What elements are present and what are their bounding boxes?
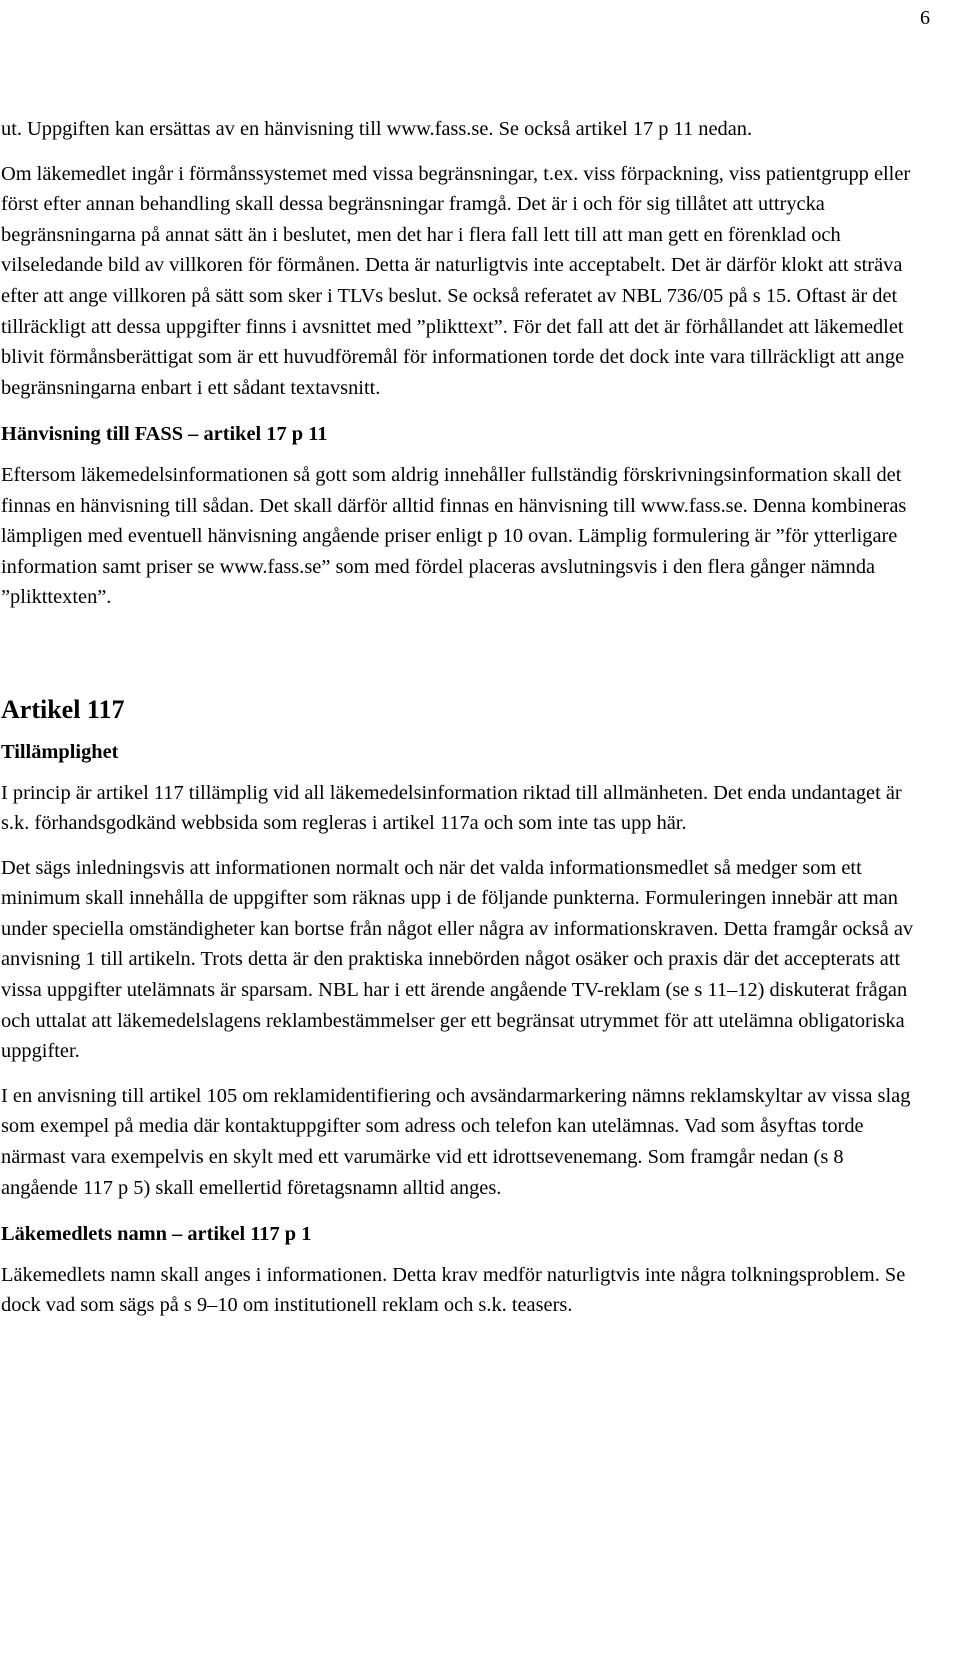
paragraph-fass-reference: Eftersom läkemedelsinformationen så gott som aldrig innehåller fullständig förskrivningsinformation skall det finnas en hänvisning till sådan. Det skall därför alltid finnas en hänvisning till www.fass.se. Denna kombineras lämpligen med eventuell hänvisning angående priser enligt p 10 ovan. Lämplig formulering är ”för ytterligare information samt priser se www.fass.se” som med fördel placeras avslutningsvis i den flera gånger nämnda ”plikttexten”.	[1, 463, 907, 609]
page-number: 6	[920, 7, 930, 29]
document-body	[0, 114, 923, 1321]
paragraph-minimum-requirements: Det sägs inledningsvis att informationen normalt och när det valda informationsmedlet så medger som ett minimum skall innehålla de uppgifter som räknas upp i de följande punkterna. Formuleringen innebär att man under speciella omständigheter kan bortse från något eller några av informationskraven. Detta framgår också av anvisning 1 till artikeln. Trots detta är den praktiska innebörden något osäker och praxis där det accepterats att vissa uppgifter utelämnats är sparsam. NBL har i ett ärende angående TV-reklam (se s 11–12) diskuterat frågan och uttalat att läkemedelslagens reklambestämmelser ger ett begränsat utrymmet för att utelämna obligatoriska uppgifter.	[1, 856, 914, 1063]
paragraph-applicability: I princip är artikel 117 tillämplig vid all läkemedelsinformation riktad till allmänheten. Det enda undantaget är s.k. förhandsgodkänd webbsida som regleras i artikel 117a och som inte tas upp här.	[1, 781, 902, 835]
heading-fass-reference: Hänvisning till FASS – artikel 17 p 11	[1, 423, 328, 446]
paragraph-benefit-restrictions: Om läkemedlet ingår i förmånssystemet med vissa begränsningar, t.ex. viss förpackning, viss patientgrupp eller först efter annan behandling skall dessa begränsningar framgå. Det är i och för sig tillåtet att uttrycka begränsningarna på annat sätt än i beslutet, men det har i flera fall lett till att man gett en förenklad och vilseledande bild av villkoren för förmånen. Detta är naturligtvis inte acceptabelt. Det är därför klokt att sträva efter att ange villkoren på sätt som sker i TLVs beslut. Se också referatet av NBL 736/05 på s 15. Oftast är det tillräckligt att dessa uppgifter finns i avsnittet med ”plikttext”. För det fall att det är förhållandet att läkemedlet blivit förmånsberättigat som är ett huvudföremål för informationen torde det dock inte vara tillräckligt att ange begränsningarna enbart i ett sådant textavsnitt.	[1, 162, 911, 399]
heading-drug-name: Läkemedlets namn – artikel 117 p 1	[1, 1223, 312, 1246]
heading-article-117: Artikel 117	[1, 694, 125, 724]
paragraph-continuation: ut. Uppgiften kan ersättas av en hänvisning till www.fass.se. Se också artikel 17 p 11 nedan.	[1, 118, 753, 140]
paragraph-article-105-guidance: I en anvisning till artikel 105 om reklamidentifiering och avsändarmarkering nämns reklamskyltar av vissa slag som exempel på media där kontaktuppgifter som adress och telefon kan utelämnas. Vad som åsyftas torde närmast vara exempelvis en skylt med ett varumärke vid ett idrottsevenemang. Som framgår nedan (s 8 angående 117 p 5) skall emellertid företagsnamn alltid anges.	[1, 1084, 911, 1199]
heading-applicability: Tillämplighet	[1, 740, 119, 763]
paragraph-drug-name: Läkemedlets namn skall anges i informationen. Detta krav medför naturligtvis inte några tolkningsproblem. Se dock vad som sägs på s 9–10 om institutionell reklam och s.k. teasers.	[1, 1263, 906, 1317]
